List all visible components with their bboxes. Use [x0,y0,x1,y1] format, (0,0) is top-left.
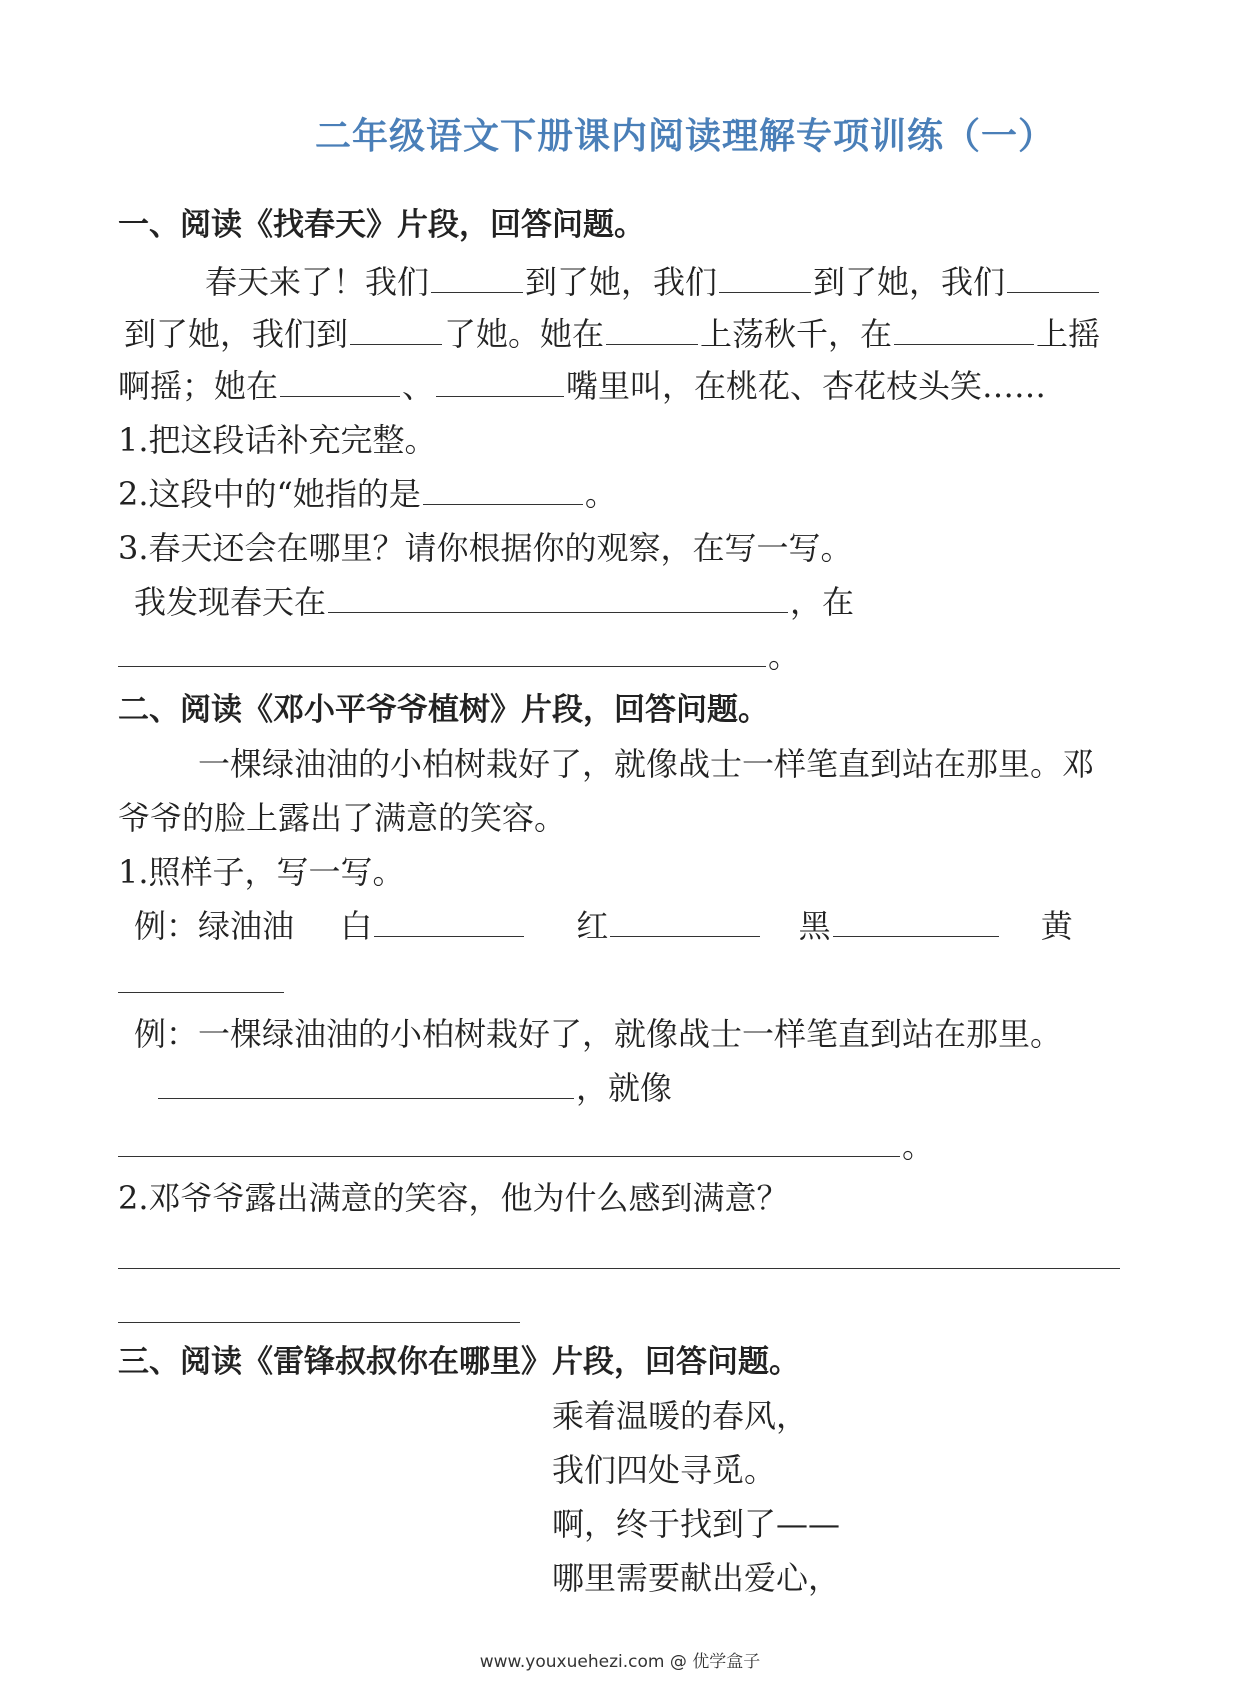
text: 到了她，我们 [813,263,1006,301]
poem-line: 乘着温暖的春风， [552,1397,809,1435]
answer-line[interactable] [118,1268,1120,1269]
s1-question2 [118,474,617,514]
text: ，在 [790,583,855,621]
s1-passage-line1 [205,262,1101,302]
fill-blank[interactable] [436,366,564,397]
text: 了她。她在 [444,315,605,353]
text: 啊摇；她在 [118,367,279,405]
fill-blank[interactable] [118,992,284,993]
s2-question2: 2.邓爷爷露出满意的笑容，他为什么感到满意？ [118,1179,789,1217]
section1-heading: 一、阅读《找春天》片段，回答问题。 [118,207,645,243]
text: 白 [340,907,373,945]
s2-sentence-row [158,1068,672,1108]
text: 2.这段中的“她指的是 [118,475,421,513]
s1-passage-line3 [118,366,1046,406]
section2-heading: 二、阅读《邓小平爷爷植树》片段，回答问题。 [118,692,769,728]
text: 。 [902,1127,935,1165]
fill-blank[interactable] [606,314,698,345]
answer-blank[interactable] [118,636,766,667]
fill-blank[interactable] [374,906,524,937]
fill-blank[interactable] [280,366,400,397]
text: 到了她，我们 [525,263,718,301]
text: 。 [584,475,617,513]
text: 春天来了！我们 [205,263,430,301]
text: 上摇 [1036,315,1101,353]
text: 到了她，我们到 [124,315,349,353]
text: 。 [768,637,801,675]
s1-passage-line2 [124,314,1100,354]
section3-heading: 三、阅读《雷锋叔叔你在哪里》片段，回答问题。 [118,1344,800,1380]
text: 黄 [1040,907,1073,945]
fill-blank[interactable] [833,906,999,937]
fill-blank[interactable] [894,314,1034,345]
s2-example2: 例：一棵绿油油的小柏树栽好了，就像战士一样笔直到站在那里。 [134,1015,1063,1053]
s1-question1: 1.把这段话补充完整。 [118,421,437,459]
s1-question3: 3.春天还会在哪里？请你根据你的观察，在写一写。 [118,529,853,567]
s2-passage-line2: 爷爷的脸上露出了满意的笑容。 [118,799,567,837]
text: 红 [576,907,609,945]
text: ，就像 [576,1069,673,1107]
footer-watermark: www.youxuehezi.com @ 优学盒子 [479,1652,761,1672]
text: 嘴里叫，在桃花、杏花枝头笑…… [566,367,1047,405]
answer-blank[interactable] [118,1126,900,1157]
text: 、 [402,367,435,405]
text: 上荡秋千，在 [700,315,893,353]
s2-question1: 1.照样子，写一写。 [118,853,405,891]
poem-line: 啊，终于找到了—— [552,1505,841,1543]
s2-example1-row [134,906,1073,946]
fill-blank[interactable] [350,314,442,345]
s1-q3-answer-line1 [134,582,854,622]
answer-blank[interactable] [423,474,583,505]
page-title: 二年级语文下册课内阅读理解专项训练（一） [314,116,1055,157]
poem-line: 我们四处寻觅。 [552,1451,777,1489]
answer-blank[interactable] [158,1068,574,1099]
text: 黑 [798,907,831,945]
text: 我发现春天在 [134,583,327,621]
poem-line: 哪里需要献出爱心， [552,1559,841,1597]
fill-blank[interactable] [719,262,811,293]
s1-q3-answer-line2 [118,636,800,676]
answer-blank[interactable] [328,582,788,613]
answer-line[interactable] [118,1322,520,1323]
s2-passage-line1: 一棵绿油油的小柏树栽好了，就像战士一样笔直到站在那里。邓 [198,745,1095,783]
fill-blank[interactable] [1007,262,1099,293]
fill-blank[interactable] [610,906,760,937]
fill-blank[interactable] [431,262,523,293]
s2-sentence-row2 [118,1126,934,1166]
example-text: 例：绿油油 [134,907,295,945]
